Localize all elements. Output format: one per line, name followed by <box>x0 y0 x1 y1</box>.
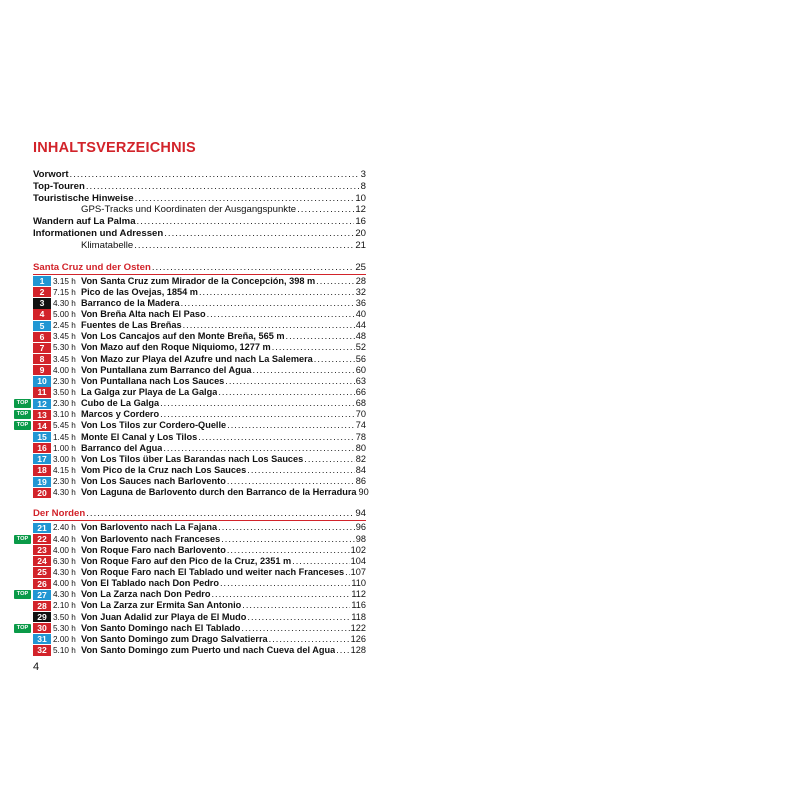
dot-leader <box>304 454 354 465</box>
entry-page: 8 <box>360 180 366 192</box>
tour-page: 122 <box>350 622 366 633</box>
tour-duration: 5.10 h <box>53 645 76 655</box>
tour-number: 13 <box>33 410 51 420</box>
tour-duration: 2.45 h <box>53 321 76 331</box>
tour-number: 30 <box>33 623 51 633</box>
tour-title: Von Mazo zur Playa del Azufre und nach La Salemera <box>81 353 313 364</box>
tour-number: 18 <box>33 465 51 475</box>
tour-title: Barranco del Agua <box>81 442 163 453</box>
dot-leader <box>292 556 349 567</box>
tour-page: 32 <box>355 286 366 297</box>
tour-title: Von Santa Cruz zum Mirador de la Concepción, 398 m <box>81 275 316 286</box>
tour-entry[interactable] <box>33 376 366 387</box>
tour-number: 15 <box>33 432 51 442</box>
tour-entry[interactable] <box>33 276 366 287</box>
top-tour-badge: TOP <box>14 421 31 430</box>
tour-number: 29 <box>33 612 51 622</box>
dot-leader <box>272 342 355 353</box>
toc-entry[interactable] <box>33 204 366 216</box>
tour-number: 26 <box>33 579 51 589</box>
toc-entry[interactable] <box>33 193 366 205</box>
tour-duration: 4.15 h <box>53 465 76 475</box>
tour-page: 63 <box>355 375 366 386</box>
entry-page: 20 <box>355 227 366 239</box>
tour-number: 3 <box>33 298 51 308</box>
tour-page: 44 <box>355 320 366 331</box>
tour-page: 48 <box>355 331 366 342</box>
tour-title: Von El Tablado nach Don Pedro <box>81 578 219 589</box>
tour-entry[interactable] <box>33 354 366 365</box>
left-sections <box>16 261 369 657</box>
general-entries <box>33 169 366 252</box>
toc-entry[interactable] <box>33 240 366 252</box>
tour-duration: 3.10 h <box>53 410 76 420</box>
tour-title: Marcos y Cordero <box>81 409 160 420</box>
tour-entry[interactable] <box>33 645 366 656</box>
tour-duration: 4.30 h <box>53 590 76 600</box>
tour-entry[interactable] <box>16 533 366 545</box>
tour-number: 5 <box>33 321 51 331</box>
section-page: 94 <box>355 508 366 520</box>
tour-title: Barranco de la Madera <box>81 297 180 308</box>
tour-number: 4 <box>33 309 51 319</box>
section-header[interactable] <box>33 262 366 275</box>
tour-page: 86 <box>355 476 366 487</box>
tour-entry[interactable] <box>33 320 366 331</box>
tour-duration: 5.45 h <box>53 421 76 431</box>
tour-number: 14 <box>33 421 51 431</box>
dot-leader <box>183 320 355 331</box>
dot-leader <box>218 387 354 398</box>
dot-leader <box>137 216 355 228</box>
entry-label: Informationen und Adressen <box>33 227 164 239</box>
tour-title: Von Santo Domingo zum Drago Salvatierra <box>81 633 268 644</box>
tour-number: 11 <box>33 387 51 397</box>
tour-page: 70 <box>355 409 366 420</box>
dot-leader <box>316 276 355 287</box>
tour-number: 8 <box>33 354 51 364</box>
tour-duration: 5.00 h <box>53 310 76 319</box>
dot-leader <box>199 287 355 298</box>
tour-entry[interactable] <box>33 556 366 567</box>
tour-number: 16 <box>33 443 51 453</box>
tour-number: 10 <box>33 376 51 386</box>
entry-page: 12 <box>355 204 366 216</box>
tour-duration: 4.30 h <box>53 298 76 308</box>
tour-duration: 1.45 h <box>53 432 76 442</box>
dot-leader <box>286 331 355 342</box>
tour-duration: 2.40 h <box>53 523 76 533</box>
tour-number: 27 <box>33 590 51 600</box>
dot-leader <box>198 432 355 443</box>
tour-title: Von Santo Domingo nach El Tablado <box>81 622 241 633</box>
toc-entry[interactable] <box>33 216 366 228</box>
tour-entry[interactable] <box>33 432 366 443</box>
tour-number: 25 <box>33 567 51 577</box>
entry-page: 3 <box>360 169 366 180</box>
tour-title: Von Puntallana nach Los Sauces <box>81 375 225 386</box>
tour-page: 68 <box>355 398 366 409</box>
tour-title: Von Roque Faro nach El Tablado und weiter nach Franceses <box>81 566 345 577</box>
tour-title: Von Roque Faro auf den Pico de la Cruz, 2351 m <box>81 555 292 566</box>
tour-title: Von Laguna de Barlovento durch den Barranco de la Herradura <box>81 487 357 498</box>
tour-page: 84 <box>355 464 366 475</box>
tour-duration: 3.00 h <box>53 454 76 464</box>
tour-entry[interactable] <box>33 634 366 645</box>
dot-leader <box>336 645 349 656</box>
dot-leader <box>227 476 355 487</box>
dot-leader <box>345 567 350 578</box>
tour-number: 2 <box>33 287 51 297</box>
tour-duration: 4.00 h <box>53 365 76 375</box>
top-tour-badge: TOP <box>14 590 31 599</box>
dot-leader <box>86 508 354 520</box>
tour-duration: 3.45 h <box>53 332 76 342</box>
tour-entry[interactable] <box>33 545 366 556</box>
tour-duration: 3.45 h <box>53 354 76 364</box>
dot-leader <box>269 634 350 645</box>
tour-entry[interactable] <box>16 409 366 420</box>
tour-duration: 4.00 h <box>53 545 76 555</box>
top-tour-badge: TOP <box>14 399 31 408</box>
dot-leader <box>221 534 355 545</box>
dot-leader <box>212 589 351 600</box>
tour-duration: 6.30 h <box>53 556 76 566</box>
tour-number: 9 <box>33 365 51 375</box>
top-tour-badge: TOP <box>14 535 31 544</box>
tour-duration: 3.50 h <box>53 612 76 622</box>
tour-title: Von Mazo auf den Roque Niquiomo, 1277 m <box>81 342 271 353</box>
tour-number: 24 <box>33 556 51 566</box>
tour-page: 128 <box>350 644 366 655</box>
tour-entry[interactable] <box>33 454 366 465</box>
tour-entry[interactable] <box>33 298 366 309</box>
tour-entry[interactable] <box>33 331 366 342</box>
toc-entry[interactable] <box>33 228 366 240</box>
tour-page: 80 <box>355 442 366 453</box>
tour-page: 104 <box>350 555 366 566</box>
tour-entry[interactable] <box>16 589 366 600</box>
tour-title: Vom Pico de la Cruz nach Los Sauces <box>81 464 247 475</box>
dot-leader <box>220 578 350 589</box>
tour-page: 82 <box>355 453 366 464</box>
tour-duration: 3.50 h <box>53 387 76 397</box>
toc-section <box>16 508 366 656</box>
tour-number: 21 <box>33 523 51 533</box>
tour-page: 98 <box>355 533 366 544</box>
tour-duration: 5.30 h <box>53 623 76 633</box>
tour-title: Von Los Tilos zur Cordero-Quelle <box>81 420 227 431</box>
tour-page: 126 <box>350 633 366 644</box>
entry-label: GPS-Tracks und Koordinaten der Ausgangspunkte <box>81 204 297 216</box>
entry-label: Wandern auf La Palma <box>33 216 136 228</box>
entry-page: 21 <box>355 239 366 251</box>
dot-leader <box>181 298 355 309</box>
entry-label: Vorwort <box>33 169 69 180</box>
toc-title: INHALTSVERZEICHNIS <box>33 140 196 156</box>
dot-leader <box>160 398 355 409</box>
dot-leader <box>160 409 355 420</box>
tour-number: 20 <box>33 488 51 498</box>
tour-entry[interactable] <box>33 600 366 611</box>
tour-page: 28 <box>355 275 366 286</box>
entry-page: 16 <box>355 216 366 228</box>
tour-page: 52 <box>355 342 366 353</box>
tour-number: 12 <box>33 399 51 409</box>
tour-duration: 4.40 h <box>53 534 76 544</box>
tour-entry[interactable] <box>33 287 366 298</box>
tour-entry[interactable] <box>16 622 366 634</box>
dot-leader <box>70 169 360 181</box>
entry-label: Top-Touren <box>33 180 85 192</box>
tour-entry[interactable] <box>33 487 369 498</box>
tour-number: 28 <box>33 601 51 611</box>
dot-leader <box>164 228 354 240</box>
tour-number: 22 <box>33 534 51 544</box>
dot-leader <box>247 465 355 476</box>
tour-number: 17 <box>33 454 51 464</box>
tour-page: 96 <box>355 522 366 533</box>
tour-duration: 2.30 h <box>53 399 76 409</box>
dot-leader <box>227 420 355 431</box>
tour-entry[interactable] <box>33 567 366 578</box>
tour-page: 116 <box>351 600 366 611</box>
tour-entry[interactable] <box>33 465 366 476</box>
tour-page: 118 <box>351 611 366 622</box>
tour-duration: 5.30 h <box>53 343 76 353</box>
dot-leader <box>86 181 360 193</box>
entry-label: Touristische Hinweise <box>33 192 134 204</box>
tour-entry[interactable] <box>33 365 366 376</box>
tour-entry[interactable] <box>33 443 366 454</box>
tour-title: Von La Zarza zur Ermita San Antonio <box>81 600 242 611</box>
tour-title: Von Los Cancajos auf den Monte Breña, 565 m <box>81 331 285 342</box>
dot-leader <box>152 262 355 274</box>
toc-entry[interactable] <box>33 169 366 181</box>
tour-duration: 2.00 h <box>53 634 76 644</box>
tour-duration: 4.30 h <box>53 488 76 498</box>
tour-page: 74 <box>355 420 366 431</box>
tour-title: Monte El Canal y Los Tilos <box>81 431 198 442</box>
tour-title: Von Puntallana zum Barranco del Agua <box>81 364 252 375</box>
entry-page: 10 <box>355 192 366 204</box>
tour-duration: 1.00 h <box>53 443 76 453</box>
dot-leader <box>218 522 355 533</box>
tour-page: 40 <box>355 309 366 319</box>
tour-number: 19 <box>33 477 51 487</box>
tour-duration: 4.00 h <box>53 579 76 589</box>
dot-leader <box>242 600 350 611</box>
tour-title: Von Breña Alta nach El Paso <box>81 309 206 319</box>
tour-entry[interactable] <box>33 309 366 320</box>
tour-title: Cubo de La Galga <box>81 398 160 409</box>
tour-entry[interactable] <box>33 387 366 398</box>
tour-page: 110 <box>351 578 366 589</box>
tour-title: Von Barlovento nach Franceses <box>81 533 221 544</box>
tour-entry[interactable] <box>33 612 366 623</box>
dot-leader <box>225 376 354 387</box>
dot-leader <box>297 204 354 216</box>
tour-title: Von Los Tilos über Las Barandas nach Los Sauces <box>81 453 304 464</box>
tour-entry[interactable] <box>33 522 366 533</box>
dot-leader <box>163 443 354 454</box>
tour-number: 7 <box>33 343 51 353</box>
dot-leader <box>135 193 355 205</box>
top-tour-badge: TOP <box>14 624 31 633</box>
tour-number: 31 <box>33 634 51 644</box>
tour-title: Von Santo Domingo zum Puerto und nach Cueva del Agua <box>81 644 336 655</box>
section-title: Santa Cruz und der Osten <box>33 261 151 273</box>
section-page: 25 <box>355 261 366 273</box>
tour-page: 36 <box>355 297 366 308</box>
toc-section <box>16 261 369 499</box>
tour-title: Von Roque Faro nach Barlovento <box>81 544 226 555</box>
tour-duration: 3.15 h <box>53 276 76 286</box>
tour-page: 90 <box>358 487 369 498</box>
top-tour-badge: TOP <box>14 410 31 419</box>
tour-page: 60 <box>355 364 366 375</box>
tour-page: 56 <box>355 353 366 364</box>
tour-page: 112 <box>351 589 366 600</box>
tour-duration: 2.30 h <box>53 376 76 386</box>
tour-title: Von Los Sauces nach Barlovento <box>81 476 226 487</box>
tour-title: La Galga zur Playa de La Galga <box>81 386 218 397</box>
tour-entry[interactable] <box>16 420 366 431</box>
page-number-left: 4 <box>33 661 40 673</box>
tour-title: Fuentes de Las Breñas <box>81 320 182 331</box>
right-page <box>400 0 800 800</box>
tour-title: Von Juan Adalid zur Playa de El Mudo <box>81 611 247 622</box>
dot-leader <box>241 623 349 634</box>
tour-page: 78 <box>355 431 366 442</box>
dot-leader <box>253 365 355 376</box>
left-column <box>16 140 369 656</box>
tour-entry[interactable] <box>33 578 366 589</box>
dot-leader <box>207 309 355 320</box>
tour-duration: 2.10 h <box>53 601 76 611</box>
tour-title: Von Barlovento nach La Fajana <box>81 522 218 533</box>
tour-page: 66 <box>355 386 366 397</box>
tour-page: 102 <box>350 544 366 555</box>
section-title: Der Norden <box>33 508 86 520</box>
tour-duration: 7.15 h <box>53 287 76 297</box>
dot-leader <box>314 354 355 365</box>
tour-duration: 4.30 h <box>53 567 76 577</box>
dot-leader <box>247 612 350 623</box>
tour-number: 32 <box>33 645 51 655</box>
tour-number: 1 <box>33 276 51 286</box>
tour-number: 23 <box>33 545 51 555</box>
tour-duration: 2.30 h <box>53 477 76 487</box>
section-header[interactable] <box>33 508 366 521</box>
tour-number: 6 <box>33 332 51 342</box>
tour-title: Von La Zarza nach Don Pedro <box>81 589 211 600</box>
tour-page: 107 <box>350 566 366 577</box>
tour-entry[interactable] <box>33 342 366 353</box>
entry-label: Klimatabelle <box>81 239 134 251</box>
tour-title: Pico de las Ovejas, 1854 m <box>81 286 198 297</box>
dot-leader <box>227 545 350 556</box>
dot-leader <box>134 240 354 252</box>
tour-entry[interactable] <box>16 398 366 409</box>
toc-entry[interactable] <box>33 181 366 193</box>
tour-entry[interactable] <box>33 476 366 487</box>
